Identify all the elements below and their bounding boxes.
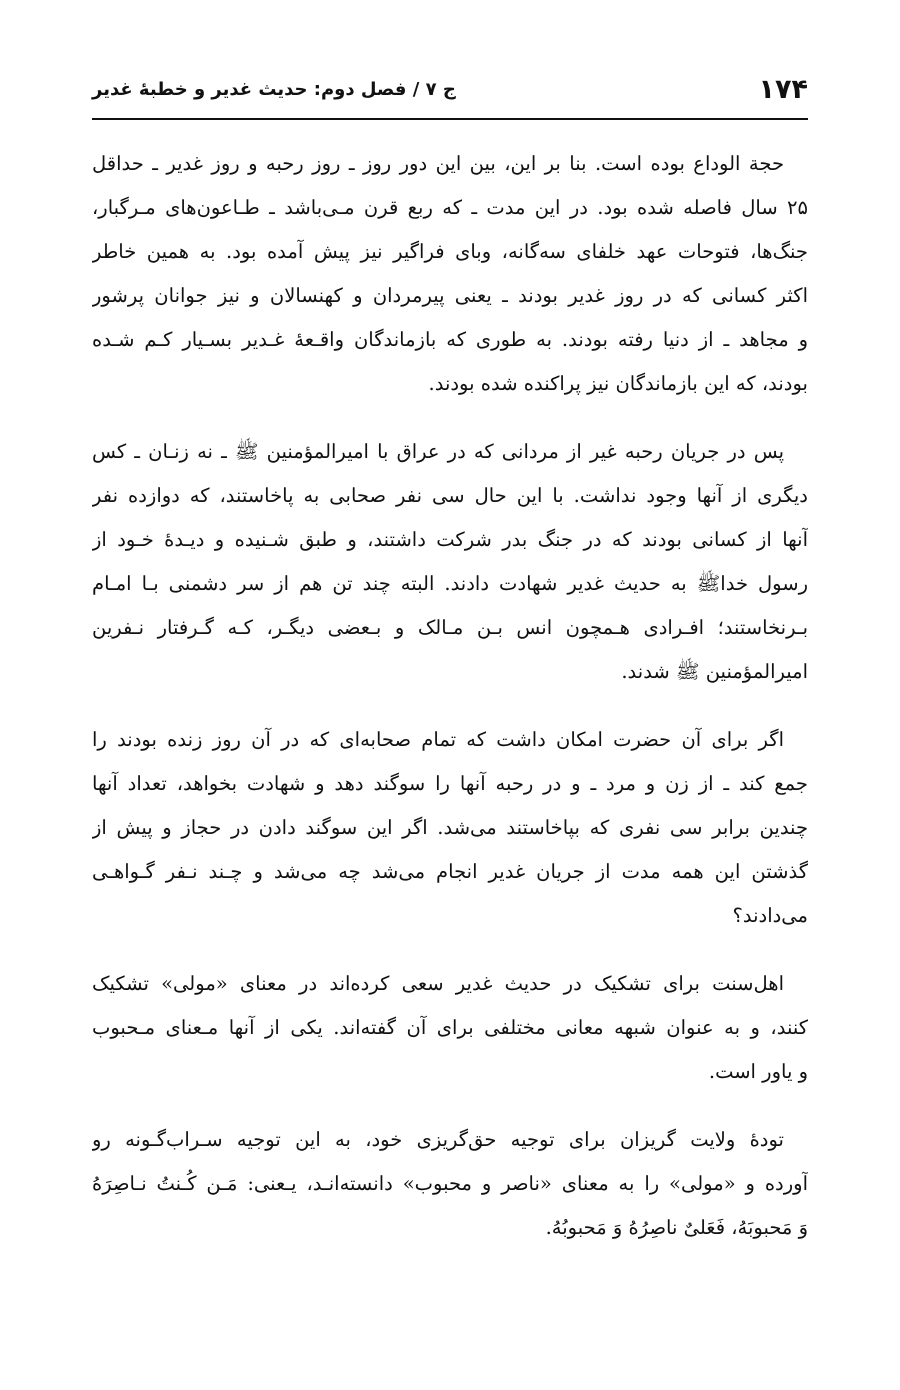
paragraph-2 xyxy=(92,430,808,694)
text-line: آورده و «مولی» را به معنای «ناصر و محبوب» دانسته‌انـد، یـعنی: مَـن کُـنتُ نـاصِرَهُ xyxy=(92,1172,808,1195)
text-line: بودند، که این بازماندگان نیز پراکنده شده بودند. xyxy=(428,372,808,395)
text-line: اکثر کسانی که در روز غدیر بودند ـ یعنی پیرمردان و کهنسالان و نیز جوانان پرشور xyxy=(92,284,808,307)
text-line: و یاور است. xyxy=(708,1060,808,1083)
text-line: رسول خداﷺ به حدیث غدیر شهادت دادند. البته چند تن هم از سر دشمنی بـا امـام xyxy=(92,572,808,595)
text-line: اهل‌سنت برای تشکیک در حدیث غدیر سعی کرده‌اند در معنای «مولی» تشکیک xyxy=(92,972,784,995)
text-line: دیگری از آنها وجود نداشت. با این حال سی نفر صحابی به پاخاستند، که دوازده نفر xyxy=(92,484,808,507)
paragraph-4 xyxy=(92,962,808,1094)
running-head xyxy=(92,64,808,114)
text-line: کنند، و به عنوان شبهه معانی مختلفی برای آن گفته‌اند. یکی از آنها مـعنای مـحبوب xyxy=(92,1016,808,1039)
text-line: گذشتن این همه مدت از جریان غدیر انجام می‌شد چه می‌شد و چـند نـفر گـواهـی xyxy=(92,860,808,883)
body-text xyxy=(92,142,808,1274)
text-line: وَ مَحبوبَهُ، فَعَلیٌ ناصِرُهُ وَ مَحبوبُهُ. xyxy=(545,1216,808,1239)
text-line: حجة الوداع بوده است. بنا بر این، بین این دور روز ـ روز رحبه و روز غدیر ـ حداقل xyxy=(92,152,784,175)
text-line: ۲۵ سال فاصله شده بود. در این مدت ـ که ربع قرن مـی‌باشد ـ طـاعون‌های مـرگبار، xyxy=(92,196,808,219)
paragraph-5 xyxy=(92,1118,808,1250)
text-line: اگر برای آن حضرت امکان داشت که تمام صحابه‌ای که در آن روز زنده بودند را xyxy=(92,728,784,751)
paragraph-3 xyxy=(92,718,808,938)
text-line: بـرنخاستند؛ افـرادی هـمچون انس بـن مـالک و بـعضی دیگـر، کـه گـرفتار نـفرین xyxy=(92,616,808,639)
text-line: و مجاهد ـ از دنیا رفته بودند. به طوری که بازماندگان واقـعهٔ غـدیر بسـیار کـم شـده xyxy=(92,328,808,351)
text-line: آنها از کسانی بودند که در جنگ بدر شرکت داشتند، و طبق شـنیده و دیـدهٔ خـود از xyxy=(92,528,808,551)
text-line: می‌دادند؟ xyxy=(732,904,808,927)
header-rule xyxy=(92,118,808,120)
text-line: جمع کند ـ از زن و مرد ـ و در رحبه آنها را سوگند دهد و شهادت بخواهد، تعداد آنها xyxy=(92,772,808,795)
page-number: ۱۷۴ xyxy=(758,74,808,105)
text-line: جنگ‌ها، فتوحات عهد خلفای سه‌گانه، وبای فراگیر نیز پیش آمده بود. به همین خاطر xyxy=(92,240,808,263)
paragraph-1 xyxy=(92,142,808,406)
running-head-title: ج ۷ / فصل دوم: حدیث غدیر و خطبهٔ غدیر xyxy=(92,79,456,100)
text-line: تودهٔ ولایت گریزان برای توجیه حق‌گریزی خود، به این توجیه سـراب‌گـونه رو xyxy=(92,1128,784,1151)
text-line: چندین برابر سی نفری که بپاخاستند می‌شد. اگر این سوگند دادن در حجاز و پیش از xyxy=(92,816,808,839)
text-line: پس در جریان رحبه غیر از مردانی که در عراق با امیرالمؤمنین ﷺ ـ نه زنـان ـ کس xyxy=(92,440,784,463)
text-line: امیرالمؤمنین ﷺ شدند. xyxy=(621,660,808,683)
